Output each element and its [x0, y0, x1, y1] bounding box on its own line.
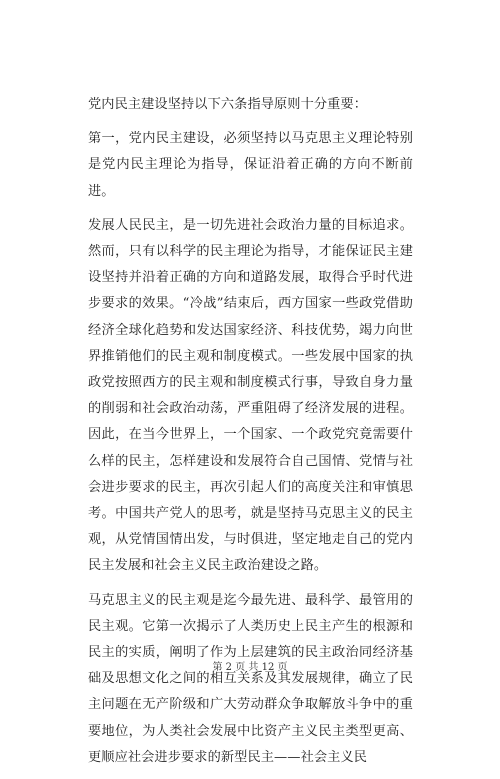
paragraph-principle-one: 第一，党内民主建设，必须坚持以马克思主义理论特别是党内民主理论为指导，保证沿着正确的方向不断前进。 [88, 131, 413, 199]
paragraph-marxist-democracy: 马克思主义的民主观是迄今最先进、最科学、最管用的民主观。它第一次揭示了人类历史上民主产生的根源和民主的实质，阐明了作为上层建筑的民主政治同经济基础及思想文化之间的相互关系及其发展规律，确立了民主问题在无产阶级和广大劳动群众争取解放斗争中的重要地位，为人类社会发展中比资产主义民主类型更高、更顺应社会进步要求的新型民主——社会主义民 [88, 592, 413, 765]
page-footer: 第 2 页 共 12 页 [212, 662, 288, 673]
paragraph-people-democracy: 发展人民民主，是一切先进社会政治力量的目标追求。然而，只有以科学的民主理论为指导，才能保证民主建设坚持并沿着正确的方向和道路发展，取得合乎时代进步要求的效果。“冷战”结束后，西方国家一些政党借助经济全球化趋势和发达国家经济、科技优势，竭力向世界推销他们的民主观和制度模式。一些发展中国家的执政党按照西方的民主观和制度模式行事，导致自身力量的削弱和社会政治动荡，严重阻碍了经济发展的进程。因此，在当今世界上，一个国家、一个政党究竟需要什么样的民主，怎样建设和发展符合自己国情、党情与社会进步要求的民主，再次引起人们的高度关注和审慎思考。中国共产党人的思考，就是坚持马克思主义的民主观，从党情国情出发，与时俱进，坚定地走自己的党内民主发展和社会主义民主政治建设之路。 [88, 217, 413, 574]
paragraph-intro: 党内民主建设坚持以下六条指导原则十分重要： [88, 97, 368, 112]
document-body [88, 92, 413, 779]
